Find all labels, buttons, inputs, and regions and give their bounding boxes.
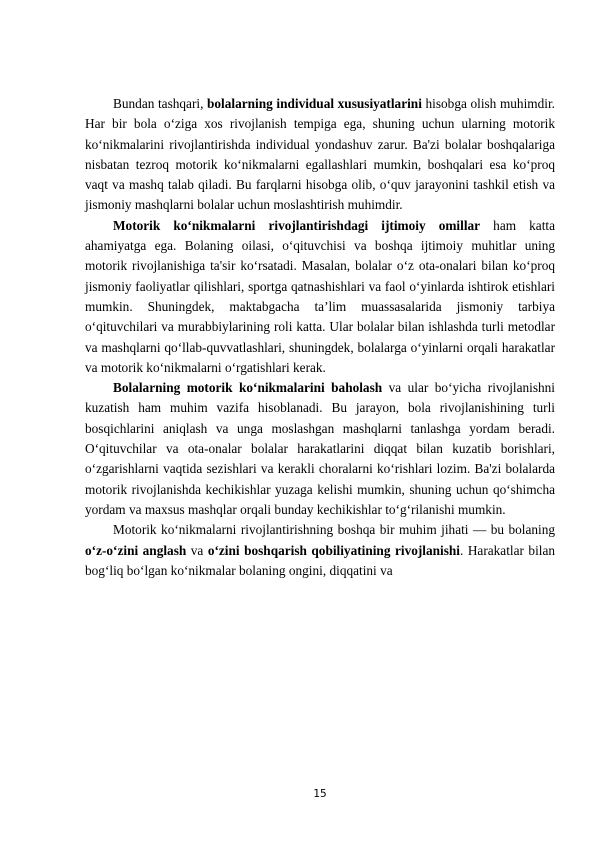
body-text (85, 94, 555, 581)
text-run: ham katta ahamiyatga ega. Bolaning oilasi, o‘qituvchisi va boshqa ijtimoiy muhitlar uning motorik rivojlanishiga ta'sir ko‘rsatadi. Masalan, bolalar o‘z ota-onalari bilan ko‘proq jismoniy faoliyatlar qilishlari, sportga qatnashishlari va faol o‘yinlarda ishtirok etishlari mumkin. Shuningdek, maktabgacha ta’lim muassasalarida jismoniy tarbiya o‘qituvchilari va murabbiylarining roli katta. Ular bolalar bilan ishlashda turli metodlar va mashqlarni qo‘llab-quvvatlashlari, shuningdek, bolalarga o‘yinlarni orqali harakatlar va motorik ko‘nikmalarni o‘rgatishlari kerak. (85, 217, 556, 375)
bold-term: o‘z-o‘zini anglash (85, 542, 187, 558)
page-number: 15 (313, 788, 327, 800)
text-run: hisobga olish muhimdir. Har bir bola o‘ziga xos rivojlanish tempiga ega, shuning uchun ularning motorik ko‘nikmalarini rivojlantirishda individual yondashuv zarur. Ba'zi bolalar boshqalariga nisbatan tezroq motorik ko‘nikmalarni egallashlari mumkin, boshqalari esa ko‘proq vaqt va mashq talab qiladi. Bu farqlarni hisobga olib, o‘quv jarayonini tashkil etish va jismoniy mashqlarni bolalar uchun moslashtirish muhimdir. (85, 96, 555, 213)
bold-term: Motorik ko‘nikmalarni rivojlantirishdagi ijtimoiy omillar (113, 217, 481, 233)
text-run: Motorik ko‘nikmalarni rivojlantirishning boshqa bir muhim jihati — bu bolaning (113, 522, 555, 538)
bold-term: bolalarning individual xususiyatlarini (207, 96, 422, 111)
text-run: Bundan tashqari, (113, 96, 208, 111)
paragraph-social-factors (85, 216, 555, 378)
bold-term: Bolalarning motorik ko‘nikmalarini baholash (113, 380, 383, 396)
paragraph-self-awareness (85, 520, 555, 581)
text-run: va (186, 542, 208, 558)
paragraph-individual-features (85, 94, 555, 216)
text-run: . Harakatlar bilan bog‘liq bo‘lgan ko‘nikmalar bolaning ongini, diqqatini va (85, 542, 556, 578)
bold-term: o‘zini boshqarish qobiliyatining rivojlanishi (207, 542, 460, 558)
paragraph-assessment (85, 378, 555, 520)
text-run: va ular bo‘yicha rivojlanishni kuzatish ham muhim vazifa hisoblanadi. Bu jarayon, bola rivojlanishining turli bosqichlarini aniqlash va unga moslashgan mashqlarni tanlashga yordam beradi. O‘qituvchilar va ota-onalar bolalar harakatlarini diqqat bilan kuzatib borishlari, o‘zgarishlarni vaqtida sezishlari va kerakli choralarni ko‘rishlari lozim. Ba'zi bolalarda motorik rivojlanishda kechikishlar yuzaga kelishi mumkin, shuning uchun qo‘shimcha yordam va maxsus mashqlar orqali bunday kechikishlar to‘g‘rilanishi mumkin. (85, 380, 555, 517)
